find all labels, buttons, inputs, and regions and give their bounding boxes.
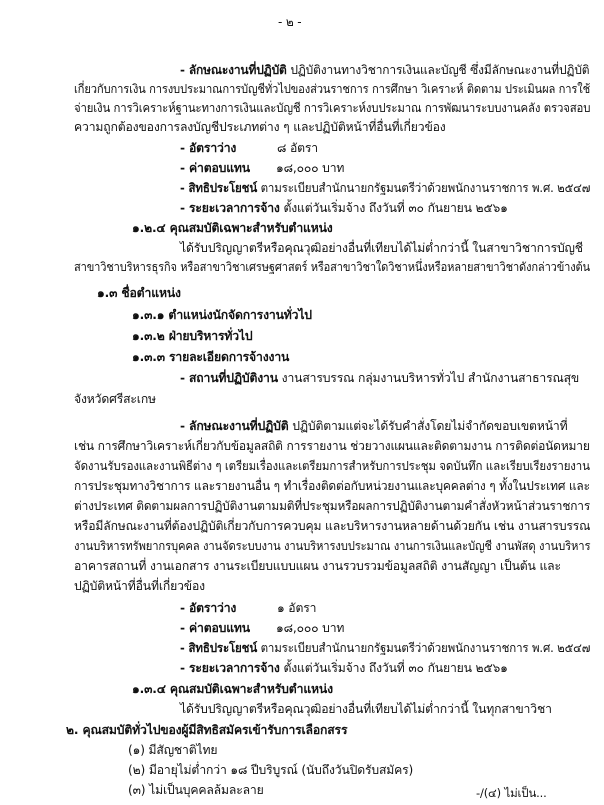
duties-13-line-9: ปฏิบัติหน้าที่อื่นที่เกี่ยวข้อง	[74, 579, 205, 593]
rate-value-13: ๑ อัตรา	[277, 601, 317, 615]
page-number: - ๒ -	[278, 15, 302, 29]
benefit-line: - สิทธิประโยชน์ ตามระเบียบสำนักนายกรัฐมนตรีว่าด้วยพนักงานราชการ พ.ศ. ๒๕๔๗	[180, 181, 591, 195]
heading-2: ๒. คุณสมบัติทั่วไปของผู้มีสิทธิสมัครเข้ารับการเลือกสรร	[66, 723, 348, 737]
qual-heading-124: ๑.๒.๔ คุณสมบัติเฉพาะสำหรับตำแหน่ง	[132, 221, 333, 235]
duties-122-line-4: ความถูกต้องของการลงบัญชีประเภทต่าง ๆ และปฏิบัติหน้าที่อื่นที่เกี่ยวข้อง	[74, 120, 446, 134]
duties-122-line-3: จ่ายเงิน การวิเคราะห์ฐานะทางการเงินและบัญชี การวิเคราะห์งบประมาณ การพัฒนาระบบงานคลัง ตรวจสอบ	[74, 101, 591, 115]
benefit-line-13: - สิทธิประโยชน์ ตามระเบียบสำนักนายกรัฐมนตรีว่าด้วยพนักงานราชการ พ.ศ. ๒๕๔๗	[180, 641, 591, 655]
list-item: (๒) มีอายุไม่ต่ำกว่า ๑๘ ปีบริบูรณ์ (นับถึงวันปิดรับสมัคร)	[128, 763, 414, 777]
duties-label-13: - ลักษณะงานที่ปฏิบัติ	[180, 419, 289, 433]
qual-124-line-1: ได้รับปริญญาตรีหรือคุณวุฒิอย่างอื่นที่เทียบได้ไม่ต่ำกว่านี้ ในสาขาวิชาการบัญชี	[180, 241, 583, 255]
heading-131: ๑.๓.๑ ตำแหน่งนักจัดการงานทั่วไป	[132, 308, 312, 322]
duties-13-line-5: ต่างประเทศ ติดตามผลการปฏิบัติงานตามมติที่ประชุมหรือผลการปฏิบัติงานตามคำสั่งหัวหน้าส่วนราชการ	[74, 499, 591, 513]
benefit-label: - สิทธิประโยชน์	[180, 181, 258, 195]
rate-value: ๘ อัตรา	[277, 141, 319, 155]
duties-13-line-2: เช่น การศึกษาวิเคราะห์เกี่ยวกับข้อมูลสถิติ การรายงาน ช่วยวางแผนและติดตามงาน การติดต่อนัดหมาย	[74, 439, 590, 453]
qual-134-line: ได้รับปริญญาตรีหรือคุณวุฒิอย่างอื่นที่เทียบได้ไม่ต่ำกว่านี้ ในทุกสาขาวิชา	[180, 702, 552, 716]
qual-124-line-2: สาขาวิชาบริหารธุรกิจ หรือสาขาวิชาเศรษฐศาสตร์ หรือสาขาวิชาใดวิชาหนึ่งหรือหลายสาขาวิชาดังกล่าวข้างต้น	[74, 260, 590, 274]
place-label: - สถานที่ปฏิบัติงาน	[180, 371, 278, 385]
heading-132: ๑.๓.๒ ฝ่ายบริหารทั่วไป	[132, 329, 253, 343]
duties-label: - ลักษณะงานที่ปฏิบัติ	[180, 63, 287, 77]
place-line-2: จังหวัดศรีสะเกษ	[74, 392, 156, 406]
rate-label: - อัตราว่าง	[180, 141, 237, 155]
duties-13-line-7: งานบริหารทรัพยากรบุคคล งานจัดระบบงาน งานบริหารงบประมาณ งานการเงินและบัญชี งานพัสดุ งานบริหาร	[74, 539, 591, 553]
duties-13-line-1: - ลักษณะงานที่ปฏิบัติ ปฏิบัติตามแต่จะได้รับคำสั่งโดยไม่จำกัดขอบเขตหน้าที่	[180, 419, 568, 433]
list-item: (๑) มีสัญชาติไทย	[128, 743, 218, 757]
period-line-13: - ระยะเวลาการจ้าง ตั้งแต่วันเริ่มจ้าง ถึงวันที่ ๓๐ กันยายน ๒๕๖๑	[180, 661, 508, 675]
place-line: - สถานที่ปฏิบัติงาน งานสารบรรณ กลุ่มงานบริหารทั่วไป สำนักงานสาธารณสุข	[180, 371, 580, 385]
duties-13-line-6: หรือมีลักษณะงานที่ต้องปฏิบัติเกี่ยวกับการควบคุม และบริหารงานหลายด้านด้วยกัน เช่น งานสารบรรณ	[74, 519, 591, 533]
period-line: - ระยะเวลาการจ้าง ตั้งแต่วันเริ่มจ้าง ถึงวันที่ ๓๐ กันยายน ๒๕๖๑	[180, 201, 508, 215]
duties-13-line-4: การประชุมทางวิชาการ และรายงานอื่น ๆ ทำเรื่องติดต่อกับหน่วยงานและบุคคลต่าง ๆ ทั้งในประเทศ และ	[74, 479, 590, 493]
pay-label-13: - ค่าตอบแทน	[180, 621, 250, 635]
benefit-label-13: - สิทธิประโยชน์	[180, 641, 258, 655]
duties-122-line-2: เกี่ยวกับการเงิน การงบประมาณการบัญชีทั่วไปของส่วนราชการ การศึกษา วิเคราะห์ ติดตาม ประเมินผล การใช้	[74, 82, 591, 96]
period-label: - ระยะเวลาการจ้าง	[180, 201, 280, 215]
duties-122-line-1: - ลักษณะงานที่ปฏิบัติ ปฏิบัติงานทางวิชาการเงินและบัญชี ซึ่งมีลักษณะงานที่ปฏิบัติ	[180, 63, 590, 77]
pay-value-13: ๑๘,๐๐๐ บาท	[276, 621, 345, 635]
footer-continuation: -/(๔) ไม่เป็น...	[476, 786, 547, 800]
heading-133: ๑.๓.๓ รายละเอียดการจ้างงาน	[132, 350, 290, 364]
period-label-13: - ระยะเวลาการจ้าง	[180, 661, 280, 675]
duties-13-line-3: จัดงานรับรองและงานพิธีต่าง ๆ เตรียมเรื่องและเตรียมการสำหรับการประชุม จดบันทึก และเรียบเรียงรายงาน	[74, 459, 590, 473]
pay-label: - ค่าตอบแทน	[180, 161, 250, 175]
qual-heading-134: ๑.๓.๔ คุณสมบัติเฉพาะสำหรับตำแหน่ง	[132, 682, 333, 696]
duties-13-line-8: อาคารสถานที่ งานเอกสาร งานระเบียบแบบแผน งานรวบรวมข้อมูลสถิติ งานสัญญา เป็นต้น และ	[74, 559, 561, 573]
heading-13: ๑.๓ ชื่อตำแหน่ง	[97, 286, 181, 300]
pay-value: ๑๘,๐๐๐ บาท	[276, 161, 345, 175]
list-item: (๓) ไม่เป็นบุคคลล้มละลาย	[128, 783, 264, 797]
rate-label-13: - อัตราว่าง	[180, 601, 237, 615]
